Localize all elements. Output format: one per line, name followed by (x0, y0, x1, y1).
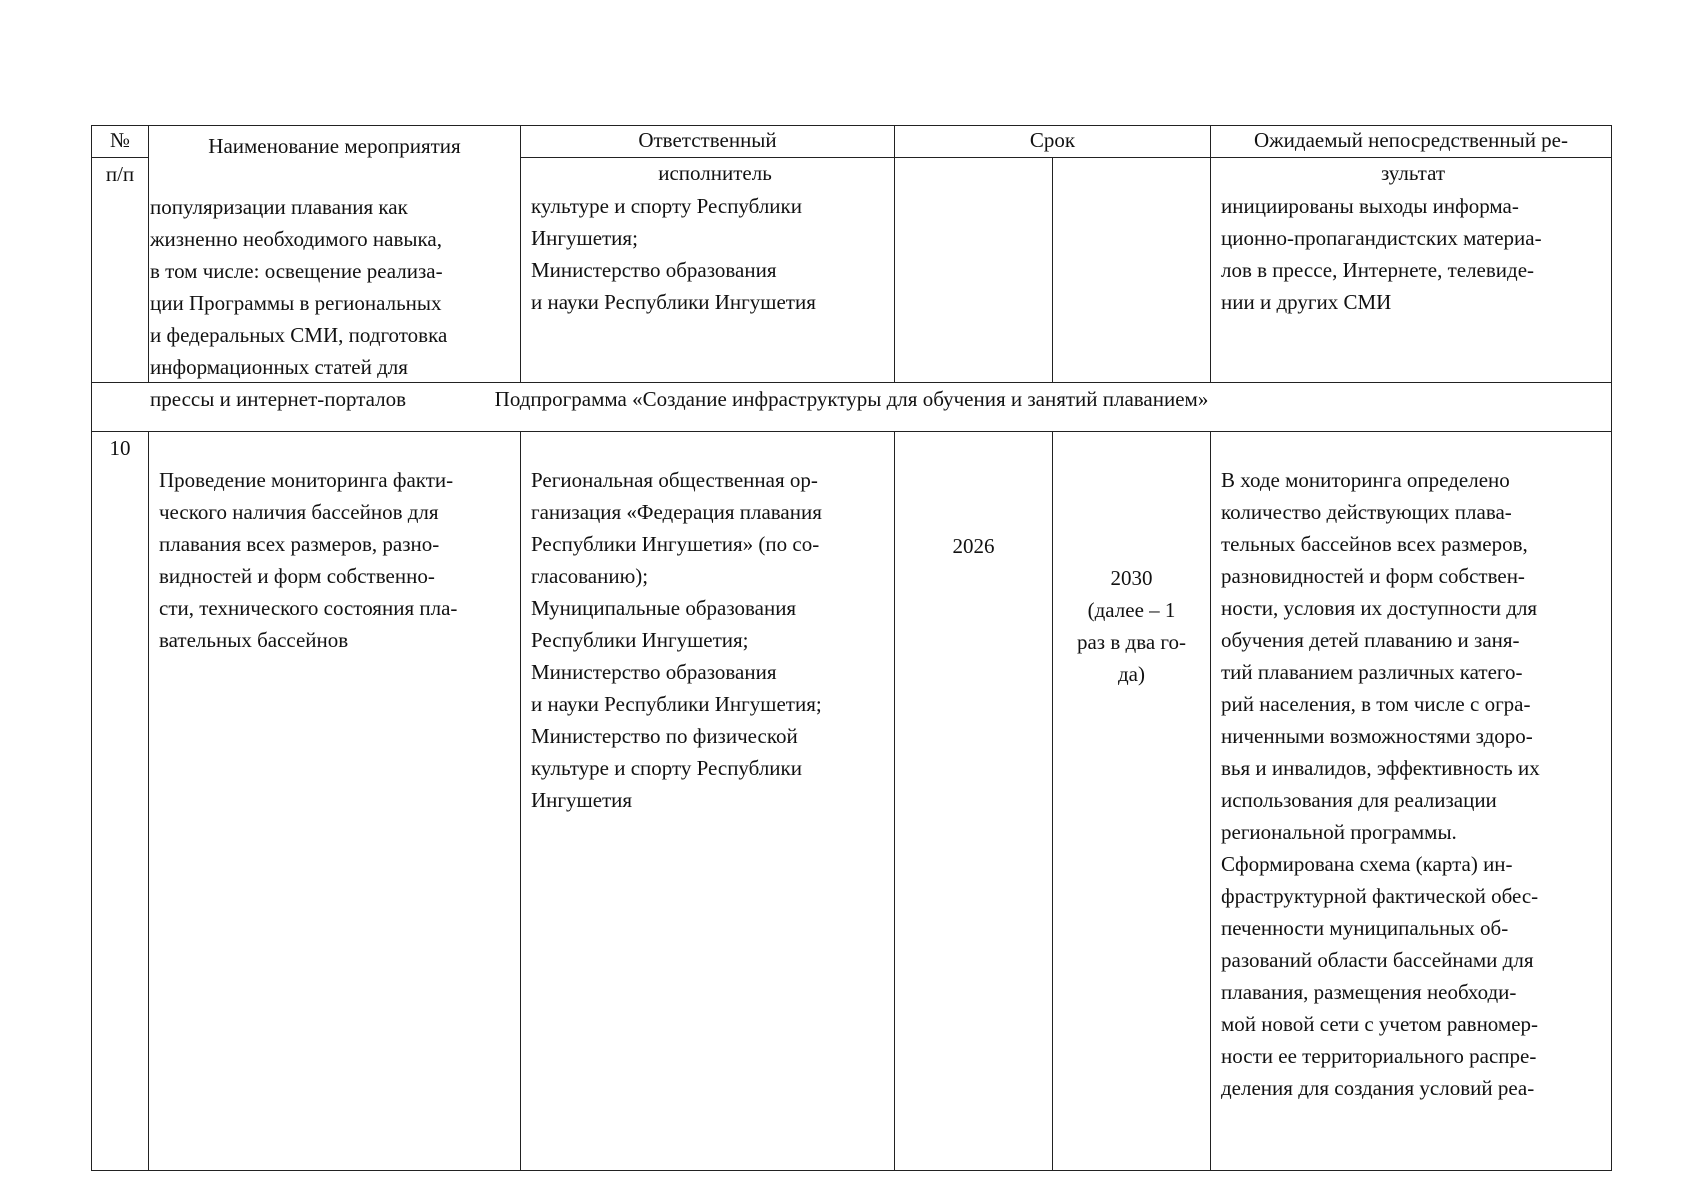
header-responsible-cont: исполнитель (658, 161, 772, 185)
cell-responsible-continued (521, 158, 895, 383)
continued-name-overlay (150, 159, 515, 415)
cell-result-continued (1211, 158, 1612, 383)
header-number (92, 126, 149, 158)
cell-result (1211, 432, 1612, 1171)
cell-responsible-text: культуре и спорту Республики Ингушетия; Министерство образования и науки Республики Ингушетия (531, 194, 816, 314)
header-term (895, 126, 1211, 158)
header-number-top: № (109, 128, 131, 152)
header-responsible (521, 126, 895, 158)
header-result-label: Ожидаемый непосредственный ре- (1254, 128, 1568, 152)
continued-name-text: популяризации плавания как жизненно необходимого навыка, в том числе: освещение реализа- ции Программы в региональных и федеральных СМИ, подготовка информационных статей для прессы и интернет-порталов (150, 195, 448, 411)
cell-start-continued (895, 158, 1053, 383)
event-name-text: Проведение мониторинга факти- ческого наличия бассейнов для плавания всех размеров, разно- видностей и форм собственно- сти, технического состояния пла- вательных бассейнов (159, 468, 458, 652)
header-responsible-label: Ответственный (638, 128, 777, 152)
cell-end-continued (1053, 158, 1211, 383)
cell-name (149, 432, 521, 1171)
end-year: 2030 (далее – 1 раз в два го- да) (1076, 566, 1186, 686)
row-number: 10 (109, 436, 131, 460)
header-result-cont: зультат (1380, 161, 1446, 185)
start-year: 2026 (952, 534, 995, 558)
cell-number-header-cont (92, 158, 149, 383)
cell-start (895, 432, 1053, 1171)
cell-number (92, 432, 149, 1171)
table-row-10 (92, 432, 1612, 1171)
cell-responsible (521, 432, 895, 1171)
result-text: В ходе мониторинга определено количество действующих плава- тельных бассейнов всех размеров, разновидностей и форм собствен- ности, условия их доступности для обучения детей плаванию и заня- тий плаванием различных катего- рий населения, в том числе с огра- ниченными возможностями здоро- вья и инвалидов, эффективность их использования для реализации региональной программы. Сформирована схема (карта) ин- фраструктурной фактической обес- печенности муниципальных об- разований области бассейнами для плавания, размещения необходи- мой новой сети с учетом равномер- ности ее территориального распре- деления для создания условий реа- (1221, 468, 1540, 1100)
cell-result-text: инициированы выходы информа- ционно-пропагандистских материа- лов в прессе, Интернете, телевиде- нии и других СМИ (1221, 194, 1542, 314)
cell-end (1053, 432, 1211, 1171)
table-header-row (92, 126, 1612, 158)
header-name-label: Наименование мероприятия (208, 134, 461, 158)
responsible-header-cont-overlay (528, 157, 902, 189)
subprogram-title-text: Подпрограмма «Создание инфраструктуры для обучения и занятий плаванием» (494, 387, 1209, 411)
header-number-bottom: п/п (105, 162, 135, 186)
result-header-cont-overlay (1215, 157, 1611, 189)
header-term-label: Срок (1029, 128, 1076, 152)
header-result (1211, 126, 1612, 158)
responsible-text: Региональная общественная ор- ганизация «Федерация плавания Республики Ингушетия» (по со- гласованию); Муниципальные образования Республики Ингушетия; Министерство образования и науки Республики Ингушетия; Министерство по физической культуре и спорту Республики Ингушетия (531, 468, 822, 812)
